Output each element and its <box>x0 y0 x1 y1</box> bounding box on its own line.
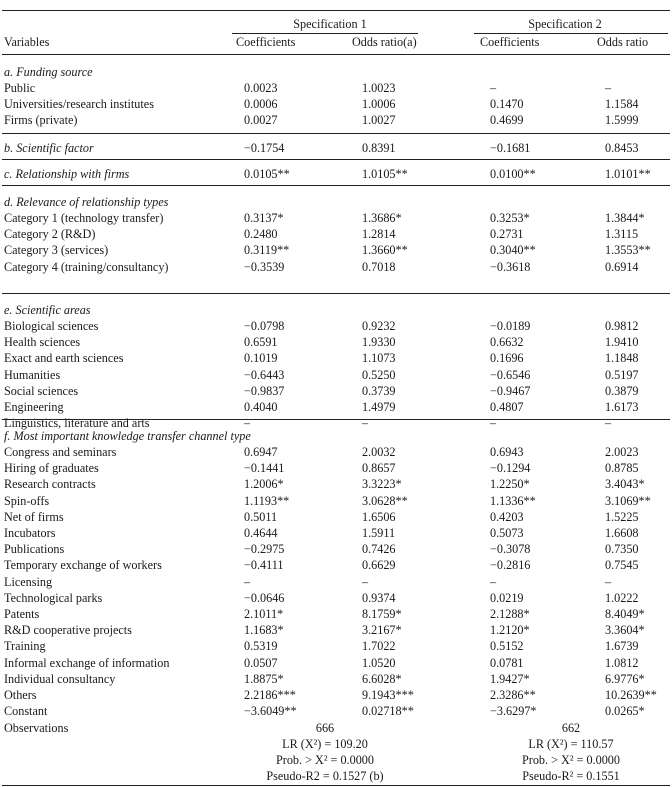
section-title: e. Scientific areas <box>4 303 91 317</box>
s2-coefficient: 0.0100** <box>490 167 536 181</box>
s1-odds-header: Odds ratio(a) <box>352 35 417 49</box>
row-label: Constant <box>4 704 48 718</box>
spec2-header: Specification 2 <box>528 17 602 31</box>
s1-coefficient: 0.2480 <box>244 227 278 241</box>
s2-odds-ratio: 3.4043* <box>605 477 645 491</box>
s2-coefficient: 0.4807 <box>490 400 524 414</box>
s1-odds-ratio: 0.6629 <box>362 558 396 572</box>
s2-coefficient: −0.1294 <box>490 461 531 475</box>
spec2-observations: 662 <box>561 721 581 735</box>
s1-coefficient: 0.0105** <box>244 167 290 181</box>
s2-coef-header: Coefficients <box>480 35 540 49</box>
s2-odds-ratio: 1.0812 <box>605 656 639 670</box>
s2-coefficient: −0.3078 <box>490 542 531 556</box>
row-label: Universities/research institutes <box>4 97 154 111</box>
spec2-rule <box>474 33 668 34</box>
s1-odds-ratio: 0.7018 <box>362 260 396 274</box>
section-title: d. Relevance of relationship types <box>4 195 169 209</box>
s1-odds-ratio: 0.9374 <box>362 591 396 605</box>
s1-odds-ratio: 1.0006 <box>362 97 396 111</box>
s1-odds-ratio: 1.4979 <box>362 400 396 414</box>
s1-odds-ratio: 0.8391 <box>362 141 396 155</box>
spec1-observations: 666 <box>315 721 335 735</box>
s1-coefficient: – <box>244 416 251 430</box>
s2-coefficient: 0.1696 <box>490 351 524 365</box>
s1-coefficient: 1.1683* <box>244 623 284 637</box>
observations-label: Observations <box>4 721 69 735</box>
spec2-prob: Prob. > X² = 0.0000 <box>522 753 620 767</box>
s1-coefficient: 0.0507 <box>244 656 278 670</box>
s1-coefficient: 0.4040 <box>244 400 278 414</box>
row-label: Firms (private) <box>4 113 78 127</box>
section-rule <box>2 133 670 134</box>
s1-coefficient: 0.3137* <box>244 211 284 225</box>
row-label: Health sciences <box>4 335 81 349</box>
s2-odds-ratio: 1.5225 <box>605 510 639 524</box>
spec1-pseudo-r2: Pseudo-R2 = 0.1527 (b) <box>266 769 384 783</box>
s1-coefficient: 2.1011* <box>244 607 284 621</box>
s2-coefficient: 1.1336** <box>490 494 536 508</box>
header-rule <box>2 54 670 55</box>
row-label: Linguistics, literature and arts <box>4 416 150 430</box>
s1-odds-ratio: 1.7022 <box>362 639 396 653</box>
s1-coefficient: −0.1441 <box>244 461 285 475</box>
bottom-rule <box>2 785 670 786</box>
row-label: Spin-offs <box>4 494 50 508</box>
s2-coefficient: 2.3286** <box>490 688 536 702</box>
s2-odds-ratio: 1.1848 <box>605 351 639 365</box>
s1-odds-ratio: – <box>362 416 369 430</box>
row-label: Training <box>4 639 46 653</box>
s2-coefficient: −0.3618 <box>490 260 531 274</box>
s2-odds-ratio: 8.4049* <box>605 607 645 621</box>
section-title: f. Most important knowledge transfer channel type <box>4 429 251 443</box>
s1-odds-ratio: 3.2167* <box>362 623 402 637</box>
row-label: Individual consultancy <box>4 672 116 686</box>
s1-coefficient: −0.1754 <box>244 141 285 155</box>
s1-odds-ratio: 8.1759* <box>362 607 402 621</box>
s1-odds-ratio: 1.3686* <box>362 211 402 225</box>
s2-coefficient: −0.6546 <box>490 368 531 382</box>
s1-odds-ratio: 1.1073 <box>362 351 396 365</box>
s1-odds-ratio: 0.02718** <box>362 704 414 718</box>
s2-odds-ratio: 0.8785 <box>605 461 639 475</box>
s2-odds-ratio: 0.7545 <box>605 558 639 572</box>
s2-coefficient: 1.2120* <box>490 623 530 637</box>
row-label: Temporary exchange of workers <box>4 558 162 572</box>
s2-odds-ratio: – <box>605 81 612 95</box>
spec1-header: Specification 1 <box>293 17 367 31</box>
s1-odds-ratio: 1.2814 <box>362 227 396 241</box>
s2-coefficient: 0.0219 <box>490 591 524 605</box>
spec1-prob: Prob. > X² = 0.0000 <box>276 753 374 767</box>
section-title: a. Funding source <box>4 65 93 79</box>
s1-coefficient: 0.1019 <box>244 351 278 365</box>
s1-odds-ratio: 2.0032 <box>362 445 396 459</box>
s2-coefficient: 0.1470 <box>490 97 524 111</box>
s2-coefficient: 1.9427* <box>490 672 530 686</box>
s1-odds-ratio: 9.1943*** <box>362 688 414 702</box>
s1-odds-ratio: 1.0105** <box>362 167 408 181</box>
s2-odds-ratio: 1.6608 <box>605 526 639 540</box>
variables-header: Variables <box>4 35 50 49</box>
s1-odds-ratio: 0.7426 <box>362 542 396 556</box>
row-label: Category 3 (services) <box>4 243 109 257</box>
s1-coefficient: – <box>244 575 251 589</box>
s2-odds-ratio: 3.3604* <box>605 623 645 637</box>
s2-coefficient: 0.2731 <box>490 227 524 241</box>
s1-coefficient: −3.6049** <box>244 704 297 718</box>
s2-odds-ratio: 2.0023 <box>605 445 639 459</box>
s2-odds-ratio: 10.2639** <box>605 688 657 702</box>
s2-coefficient: – <box>490 416 497 430</box>
s1-coefficient: 0.3119** <box>244 243 290 257</box>
s1-coefficient: −0.4111 <box>244 558 284 572</box>
s1-coefficient: 0.0006 <box>244 97 278 111</box>
section-rule <box>2 185 670 186</box>
s2-coefficient: 0.0781 <box>490 656 524 670</box>
row-label: Exact and earth sciences <box>4 351 124 365</box>
s1-coefficient: 0.5319 <box>244 639 278 653</box>
section-rule <box>2 293 670 294</box>
s1-coefficient: −0.6443 <box>244 368 285 382</box>
s2-coefficient: 2.1288* <box>490 607 530 621</box>
row-label: Licensing <box>4 575 53 589</box>
s1-odds-ratio: 1.9330 <box>362 335 396 349</box>
s2-odds-ratio: 0.8453 <box>605 141 639 155</box>
s1-coefficient: 1.1193** <box>244 494 290 508</box>
s2-coefficient: −0.2816 <box>490 558 531 572</box>
spec2-lr: LR (X²) = 110.57 <box>528 737 614 751</box>
s2-coefficient: 0.5152 <box>490 639 524 653</box>
section-rule <box>2 419 670 420</box>
row-label: Informal exchange of information <box>4 656 170 670</box>
s1-odds-ratio: 0.9232 <box>362 319 396 333</box>
s2-odds-ratio: 1.1584 <box>605 97 639 111</box>
s2-odds-ratio: 0.5197 <box>605 368 639 382</box>
s2-coefficient: 0.4699 <box>490 113 524 127</box>
s2-odds-ratio: 0.6914 <box>605 260 639 274</box>
s1-odds-ratio: 3.0628** <box>362 494 408 508</box>
s2-odds-ratio: 0.0265* <box>605 704 645 718</box>
s1-coefficient: −0.2975 <box>244 542 285 556</box>
row-label: Social sciences <box>4 384 79 398</box>
spec1-rule <box>232 33 418 34</box>
row-label: Research contracts <box>4 477 96 491</box>
top-rule <box>2 10 670 11</box>
s2-coefficient: 0.4203 <box>490 510 524 524</box>
s2-odds-ratio: 0.7350 <box>605 542 639 556</box>
row-label: Incubators <box>4 526 56 540</box>
row-label: Public <box>4 81 36 95</box>
s1-coefficient: 0.4644 <box>244 526 278 540</box>
s2-coefficient: 0.3040** <box>490 243 536 257</box>
section-title: b. Scientific factor <box>4 141 94 155</box>
s1-odds-ratio: 0.5250 <box>362 368 396 382</box>
s1-coefficient: −0.0798 <box>244 319 285 333</box>
s2-odds-ratio: – <box>605 416 612 430</box>
row-label: R&D cooperative projects <box>4 623 132 637</box>
spec2-pseudo-r2: Pseudo-R² = 0.1551 <box>522 769 620 783</box>
row-label: Technological parks <box>4 591 103 605</box>
s2-coefficient: – <box>490 575 497 589</box>
s2-odds-ratio: 1.3115 <box>605 227 639 241</box>
s1-coefficient: 1.2006* <box>244 477 284 491</box>
s1-odds-ratio: – <box>362 575 369 589</box>
s2-coefficient: 0.6632 <box>490 335 524 349</box>
s2-odds-ratio: 1.6739 <box>605 639 639 653</box>
s1-odds-ratio: 1.0027 <box>362 113 396 127</box>
s1-coefficient: 0.5011 <box>244 510 278 524</box>
row-label: Humanities <box>4 368 61 382</box>
s2-coefficient: 0.5073 <box>490 526 524 540</box>
s1-odds-ratio: 1.5911 <box>362 526 396 540</box>
s2-odds-ratio: – <box>605 575 612 589</box>
s1-coefficient: 2.2186*** <box>244 688 296 702</box>
row-label: Engineering <box>4 400 64 414</box>
s2-coefficient: −0.1681 <box>490 141 531 155</box>
s2-odds-ratio: 1.3553** <box>605 243 651 257</box>
s2-odds-ratio: 1.6173 <box>605 400 639 414</box>
s2-odds-ratio: 1.3844* <box>605 211 645 225</box>
s2-coefficient: −3.6297* <box>490 704 537 718</box>
s2-coefficient: −0.0189 <box>490 319 531 333</box>
s1-odds-ratio: 0.3739 <box>362 384 396 398</box>
s2-odds-ratio: 1.0101** <box>605 167 651 181</box>
row-label: Patents <box>4 607 40 621</box>
s1-odds-ratio: 1.0023 <box>362 81 396 95</box>
s2-coefficient: 0.3253* <box>490 211 530 225</box>
s2-odds-ratio: 6.9776* <box>605 672 645 686</box>
row-label: Category 2 (R&D) <box>4 227 96 241</box>
s1-odds-ratio: 1.0520 <box>362 656 396 670</box>
row-label: Category 4 (training/consultancy) <box>4 260 169 274</box>
row-label: Net of firms <box>4 510 64 524</box>
s2-odds-ratio: 0.9812 <box>605 319 639 333</box>
s2-coefficient: 0.6943 <box>490 445 524 459</box>
s2-odds-ratio: 0.3879 <box>605 384 639 398</box>
s1-coefficient: −0.9837 <box>244 384 285 398</box>
s1-coefficient: 0.6947 <box>244 445 278 459</box>
s2-odds-ratio: 1.0222 <box>605 591 639 605</box>
s2-odds-ratio: 3.1069** <box>605 494 651 508</box>
s1-coefficient: 0.6591 <box>244 335 278 349</box>
s1-coefficient: −0.3539 <box>244 260 285 274</box>
row-label: Hiring of graduates <box>4 461 99 475</box>
section-rule <box>2 159 670 160</box>
s1-coefficient: 0.0027 <box>244 113 278 127</box>
s2-coefficient: – <box>490 81 497 95</box>
s1-coefficient: 1.8875* <box>244 672 284 686</box>
s1-odds-ratio: 0.8657 <box>362 461 396 475</box>
s2-odds-ratio: 1.9410 <box>605 335 639 349</box>
row-label: Publications <box>4 542 65 556</box>
s1-odds-ratio: 1.6506 <box>362 510 396 524</box>
row-label: Biological sciences <box>4 319 99 333</box>
section-title: c. Relationship with firms <box>4 167 130 181</box>
s2-odds-ratio: 1.5999 <box>605 113 639 127</box>
s2-odds-header: Odds ratio <box>597 35 649 49</box>
spec1-lr: LR (X²) = 109.20 <box>282 737 368 751</box>
row-label: Others <box>4 688 37 702</box>
row-label: Category 1 (technology transfer) <box>4 211 164 225</box>
s1-coefficient: −0.0646 <box>244 591 285 605</box>
s2-coefficient: −0.9467 <box>490 384 531 398</box>
s1-odds-ratio: 6.6028* <box>362 672 402 686</box>
row-label: Congress and seminars <box>4 445 117 459</box>
s2-coefficient: 1.2250* <box>490 477 530 491</box>
s1-coefficient: 0.0023 <box>244 81 278 95</box>
s1-odds-ratio: 3.3223* <box>362 477 402 491</box>
s1-coef-header: Coefficients <box>236 35 296 49</box>
s1-odds-ratio: 1.3660** <box>362 243 408 257</box>
